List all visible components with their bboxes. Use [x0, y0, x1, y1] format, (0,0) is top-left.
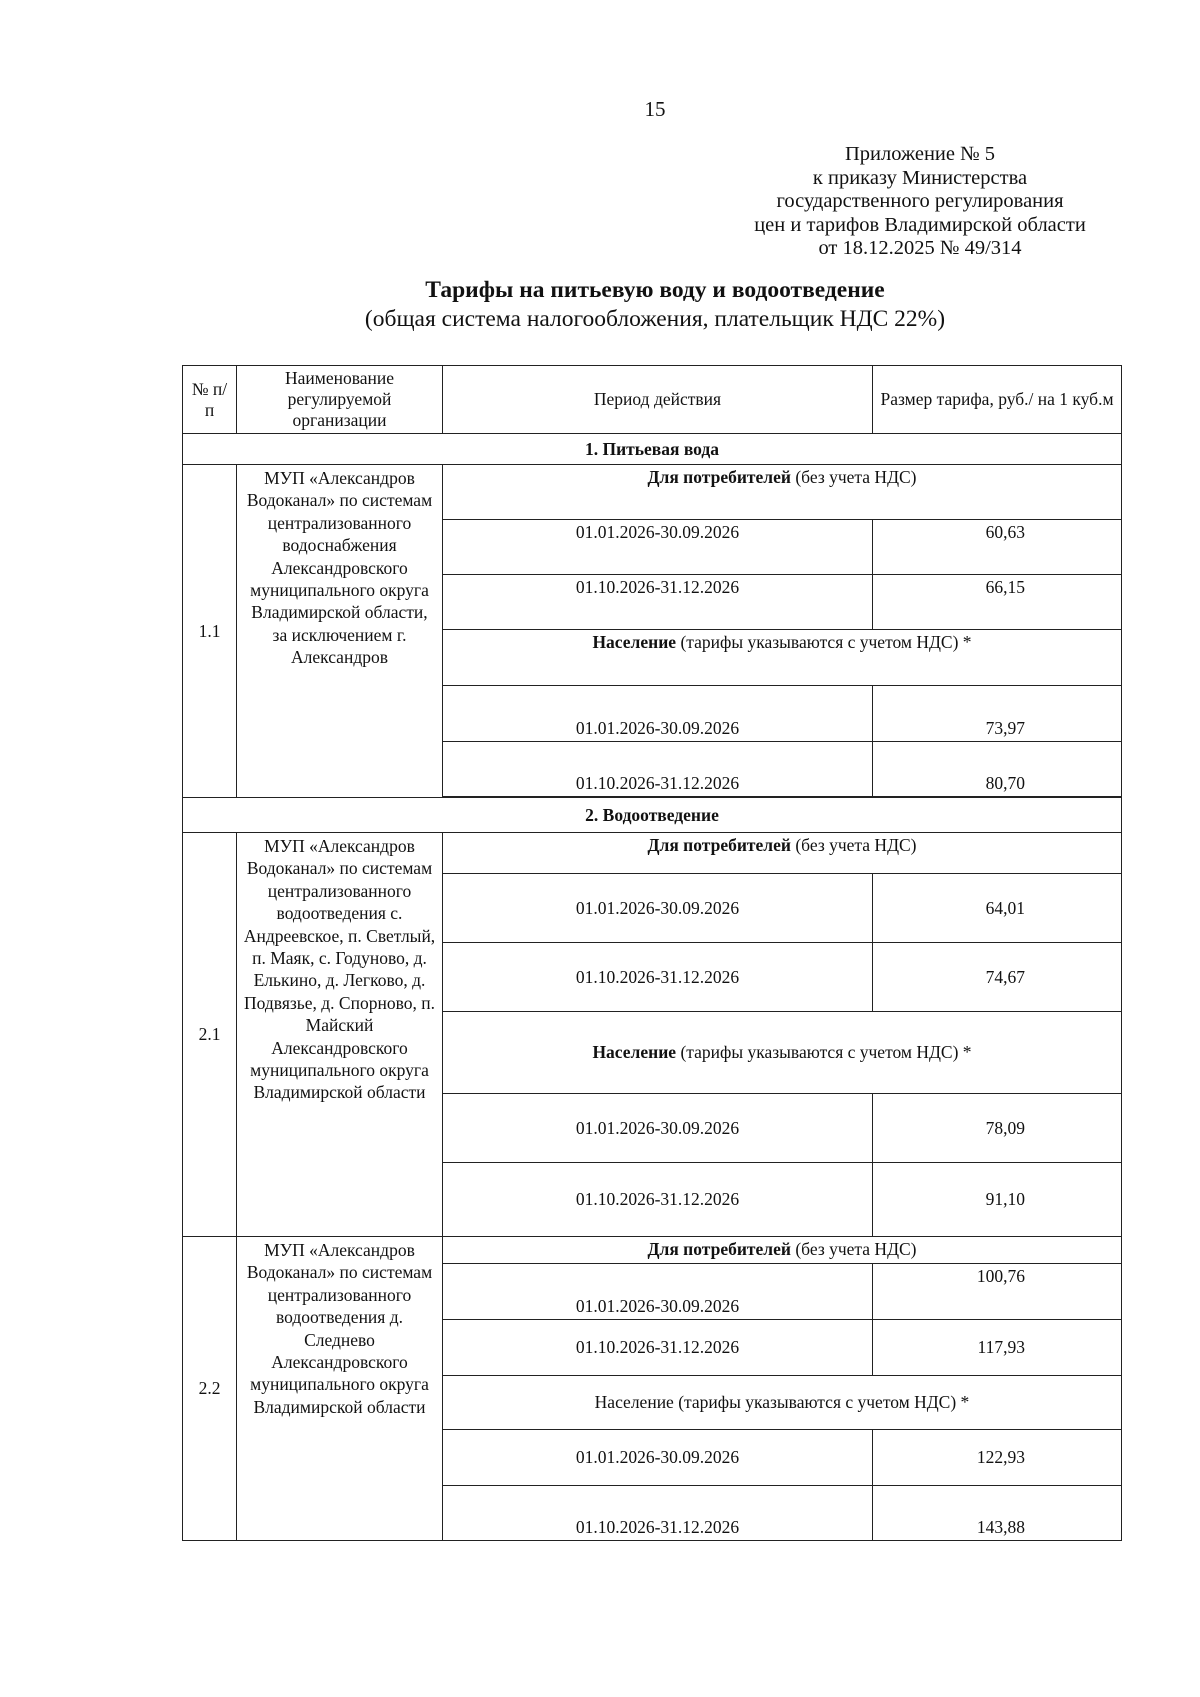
value-cell: 66,15 — [873, 575, 1122, 630]
period-cell: 01.01.2026-30.09.2026 — [443, 520, 873, 575]
table-header-row — [183, 366, 1122, 434]
period-cell: 01.10.2026-31.12.2026 — [443, 575, 873, 630]
category-rest: (тарифы указываются с учетом НДС) * — [676, 1042, 972, 1062]
category-label — [443, 630, 1122, 686]
tariff-table — [182, 365, 1122, 1541]
section-title: 2. Водоотведение — [183, 798, 1122, 833]
period-cell: 01.01.2026-30.09.2026 — [443, 1264, 873, 1320]
header-num: № п/п — [183, 366, 237, 434]
organization-name: МУП «Александров Водоканал» по системам централизованного водоснабжения Александровского муниципального округа Владимирской области, за исключением г. Александров — [237, 465, 443, 798]
value-cell: 100,76 — [873, 1264, 1122, 1320]
category-rest: (тарифы указываются с учетом НДС) * — [676, 632, 972, 652]
period-cell: 01.10.2026-31.12.2026 — [443, 1486, 873, 1541]
period-cell: 01.01.2026-30.09.2026 — [443, 1094, 873, 1163]
item-number: 2.1 — [183, 833, 237, 1237]
period-cell: 01.10.2026-31.12.2026 — [443, 943, 873, 1012]
appendix-line: от 18.12.2025 № 49/314 — [818, 237, 1022, 259]
organization-name: МУП «Александров Водоканал» по системам централизованного водоотведения с. Андреевское, п. Светлый, п. Маяк, с. Годуново, д. Елькино, д. Легково, д. Подвязье, д. Спорново, п. Майский Александровского муниципального округа Владимирской области — [237, 833, 443, 1237]
section-title: 1. Питьевая вода — [183, 434, 1122, 465]
period-cell: 01.10.2026-31.12.2026 — [443, 1320, 873, 1376]
category-row — [183, 1237, 1122, 1264]
category-bold: Для потребителей — [647, 1239, 791, 1259]
page-number: 15 — [644, 97, 666, 121]
item-number: 2.2 — [183, 1237, 237, 1541]
value-cell: 78,09 — [873, 1094, 1122, 1163]
header-period: Период действия — [443, 366, 873, 434]
value-cell: 64,01 — [873, 874, 1122, 943]
header-org: Наименование регулируемой организации — [237, 366, 443, 434]
appendix-block — [690, 143, 1150, 261]
category-rest: (без учета НДС) — [790, 1239, 917, 1259]
section-row — [183, 434, 1122, 465]
category-label — [443, 1237, 1122, 1264]
value-cell: 117,93 — [873, 1320, 1122, 1376]
document-subtitle: (общая система налогообложения, плательщик НДС 22%) — [364, 306, 946, 332]
value-cell: 74,67 — [873, 943, 1122, 1012]
item-number: 1.1 — [183, 465, 237, 798]
period-cell: 01.10.2026-31.12.2026 — [443, 742, 873, 797]
value-cell: 143,88 — [873, 1486, 1122, 1541]
category-label — [443, 833, 1122, 874]
category-rest: (без учета НДС) — [790, 835, 917, 855]
category-rest: (без учета НДС) — [790, 467, 917, 487]
category-row — [183, 465, 1122, 520]
appendix-line: к приказу Министерства — [812, 166, 1028, 189]
value-cell: 80,70 — [873, 742, 1122, 797]
appendix-line: цен и тарифов Владимирской области — [754, 213, 1086, 236]
category-bold: Население — [592, 1042, 677, 1062]
appendix-line: Приложение № 5 — [844, 143, 996, 165]
category-label — [443, 1012, 1122, 1094]
section-row — [183, 798, 1122, 833]
category-label — [443, 465, 1122, 520]
period-cell: 01.01.2026-30.09.2026 — [443, 686, 873, 742]
category-bold: Для потребителей — [647, 467, 791, 487]
category-row — [183, 833, 1122, 874]
value-cell: 122,93 — [873, 1430, 1122, 1486]
category-bold: Население — [592, 632, 677, 652]
period-cell: 01.10.2026-31.12.2026 — [443, 1163, 873, 1237]
document-title: Тарифы на питьевую воду и водоотведение — [425, 277, 885, 303]
category-rest: Население (тарифы указываются с учетом НДС) * — [594, 1392, 970, 1412]
category-label — [443, 1376, 1122, 1430]
value-cell: 91,10 — [873, 1163, 1122, 1237]
period-cell: 01.01.2026-30.09.2026 — [443, 874, 873, 943]
organization-name: МУП «Александров Водоканал» по системам централизованного водоотведения д. Следнево Александровского муниципального округа Владимирской области — [237, 1237, 443, 1541]
value-cell: 73,97 — [873, 686, 1122, 742]
header-value: Размер тарифа, руб./ на 1 куб.м — [873, 366, 1122, 434]
period-cell: 01.01.2026-30.09.2026 — [443, 1430, 873, 1486]
appendix-line: государственного регулирования — [776, 190, 1064, 212]
category-bold: Для потребителей — [647, 835, 791, 855]
value-cell: 60,63 — [873, 520, 1122, 575]
